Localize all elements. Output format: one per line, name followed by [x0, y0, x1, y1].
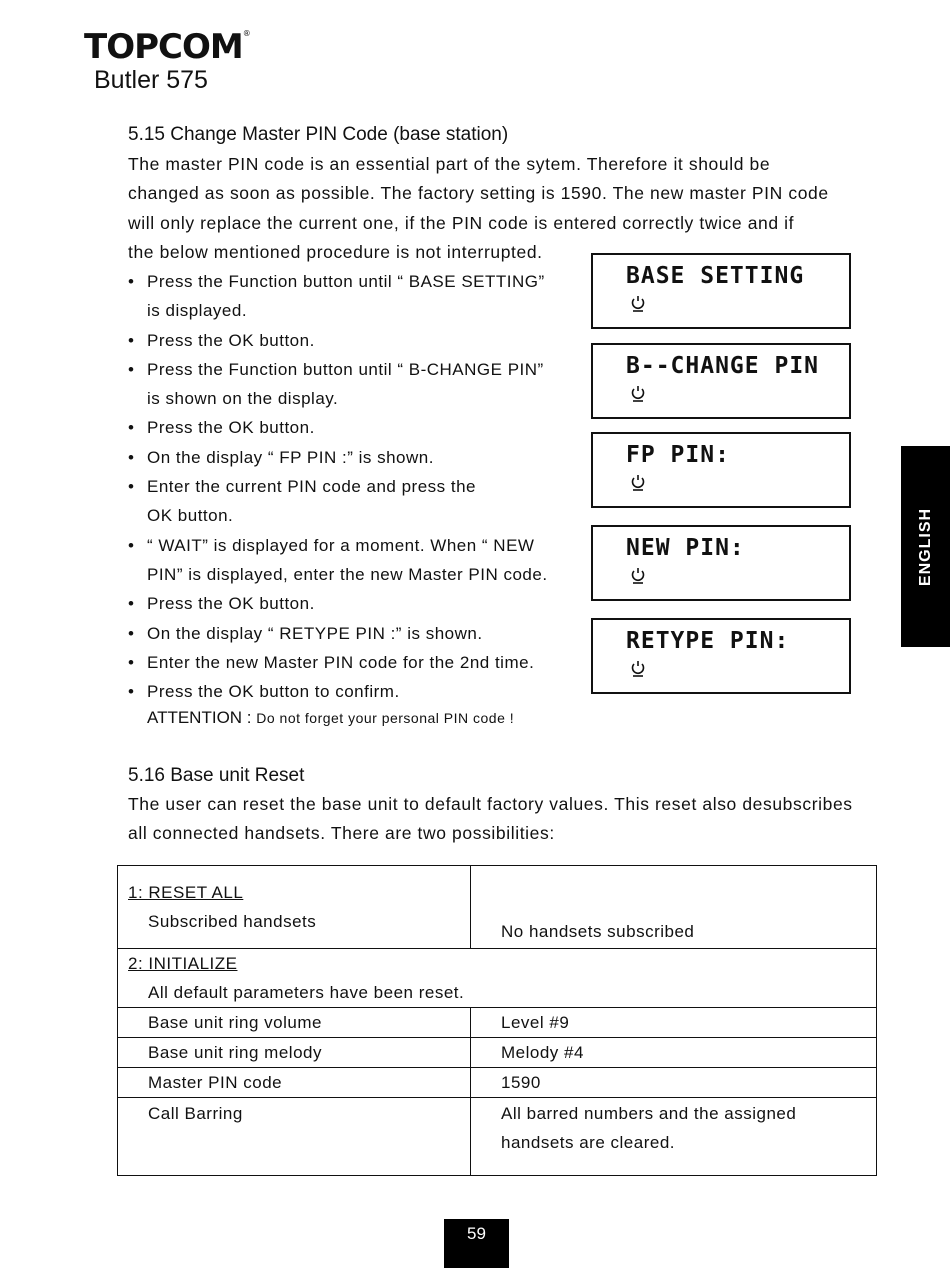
table-row — [118, 1098, 877, 1176]
lcd-text: RETYPE PIN: — [626, 628, 790, 654]
intro-line: all connected handsets. There are two possibilities: — [128, 823, 555, 844]
lcd-display-new-pin — [591, 525, 851, 601]
language-tab-label: ENGLISH — [916, 507, 934, 586]
intro-line: changed as soon as possible. The factory setting is 1590. The new master PIN code — [128, 183, 829, 204]
intro-line: will only replace the current one, if the PIN code is entered correctly twice and if — [128, 212, 795, 233]
language-tab — [901, 446, 950, 647]
table-cell: Base unit ring melody — [118, 1038, 471, 1068]
step-item: • Press the Function button until “ B-CHANGE PIN” — [128, 355, 598, 384]
table-cell — [471, 866, 877, 949]
lcd-text: NEW PIN: — [626, 535, 745, 561]
table-cell: Base unit ring volume — [118, 1008, 471, 1038]
step-item: • Press the OK button. — [128, 413, 598, 442]
initialize-note: All default parameters have been reset. — [148, 983, 465, 1002]
table-row — [118, 1008, 877, 1038]
step-continuation: is shown on the display. — [147, 389, 339, 409]
table-cell: Call Barring — [118, 1098, 471, 1176]
step-continuation: PIN” is displayed, enter the new Master PIN code. — [147, 564, 548, 584]
section-516-heading: 5.16 Base unit Reset — [128, 765, 305, 786]
procedure-steps — [128, 267, 598, 706]
table-row — [118, 866, 877, 949]
step-item: • Press the OK button. — [128, 589, 598, 618]
step-item: • Enter the current PIN code and press the — [128, 472, 598, 501]
table-cell: Master PIN code — [118, 1068, 471, 1098]
lcd-text: FP PIN: — [626, 442, 730, 468]
table-row — [118, 1038, 877, 1068]
lcd-display-fp-pin — [591, 432, 851, 508]
lcd-display-retype-pin — [591, 618, 851, 694]
step-item: • Press the OK button to confirm. — [128, 677, 598, 706]
attention-label: ATTENTION : — [147, 708, 252, 727]
intro-line: the below mentioned procedure is not interrupted. — [128, 241, 543, 262]
step-item: • Enter the new Master PIN code for the 2nd time. — [128, 648, 598, 677]
key-icon — [631, 660, 645, 678]
lcd-text: BASE SETTING — [626, 263, 805, 289]
table-cell — [118, 949, 877, 1008]
table-cell: All barred numbers and the assigned handsets are cleared. — [471, 1098, 877, 1176]
lcd-display-change-pin — [591, 343, 851, 419]
step-item: • On the display “ RETYPE PIN :” is shown. — [128, 619, 598, 648]
model-name: Butler 575 — [94, 66, 208, 94]
table-row — [118, 949, 877, 1008]
page-number: 59 — [444, 1219, 509, 1268]
key-icon — [631, 474, 645, 492]
step-item: • Press the OK button. — [128, 326, 598, 355]
lcd-display-base-setting — [591, 253, 851, 329]
step-item: • On the display “ FP PIN :” is shown. — [128, 443, 598, 472]
section-515-intro — [128, 150, 858, 267]
attention-text: Do not forget your personal PIN code ! — [256, 710, 515, 726]
table-cell: 1590 — [471, 1068, 877, 1098]
key-icon — [631, 385, 645, 403]
step-continuation: OK button. — [147, 506, 234, 526]
intro-line: The master PIN code is an essential part of the sytem. Therefore it should be — [128, 154, 771, 174]
subscribed-label: Subscribed handsets — [148, 912, 317, 931]
attention-note — [147, 705, 514, 731]
reset-all-title: 1: RESET ALL — [128, 883, 244, 902]
key-icon — [631, 567, 645, 585]
subscribed-value: No handsets subscribed — [501, 922, 695, 941]
lcd-text: B--CHANGE PIN — [626, 353, 820, 379]
reset-table — [117, 865, 877, 1176]
section-515-heading: 5.15 Change Master PIN Code (base station) — [128, 124, 509, 145]
key-icon — [631, 295, 645, 313]
intro-line: The user can reset the base unit to default factory values. This reset also desubscribes — [128, 794, 853, 814]
table-cell — [118, 866, 471, 949]
initialize-title: 2: INITIALIZE — [128, 954, 238, 973]
step-item: • Press the Function button until “ BASE SETTING” — [128, 267, 598, 296]
table-cell: Melody #4 — [471, 1038, 877, 1068]
step-continuation: is displayed. — [147, 301, 248, 321]
table-row — [118, 1068, 877, 1098]
section-516-intro — [128, 790, 858, 849]
brand-logo: TOPCOM® — [84, 27, 250, 67]
step-item: • “ WAIT” is displayed for a moment. When “ NEW — [128, 531, 598, 560]
table-cell: Level #9 — [471, 1008, 877, 1038]
